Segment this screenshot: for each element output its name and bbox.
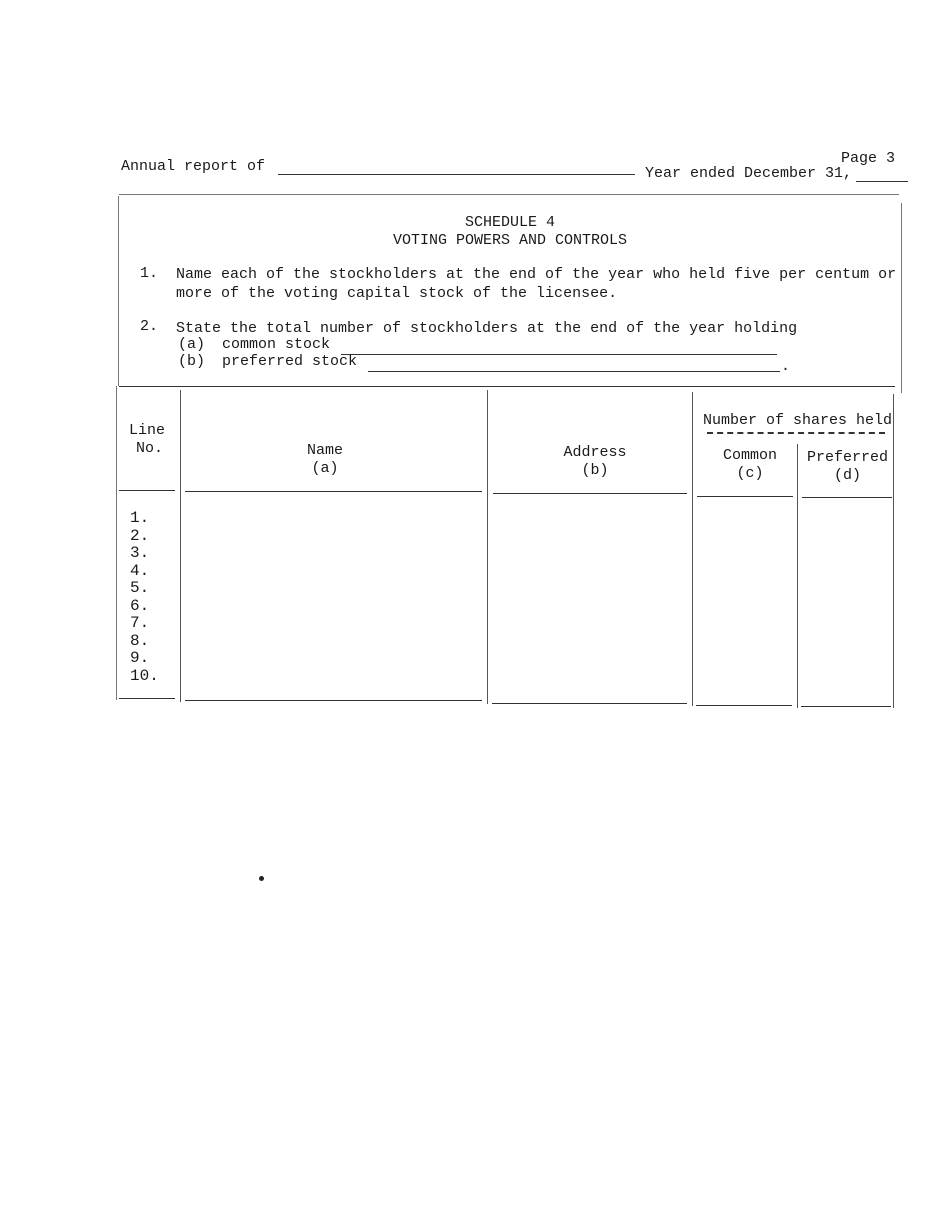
schedule-number: SCHEDULE 4 bbox=[464, 214, 555, 231]
scan-speck bbox=[259, 876, 264, 881]
frame-top-rule bbox=[119, 194, 899, 195]
preferred-stockholders-field[interactable] bbox=[368, 371, 780, 372]
col-divider-address-common bbox=[692, 392, 693, 706]
header-preferred-code: (d) bbox=[833, 467, 861, 484]
line-number: 3. bbox=[130, 544, 150, 562]
item-1-text-line-2: more of the voting capital stock of the licensee. bbox=[176, 285, 618, 302]
line-number: 9. bbox=[130, 649, 150, 667]
address-col-header-rule bbox=[493, 493, 687, 494]
item-1-text-line-1: Name each of the stockholders at the end of the year who held five per centum or bbox=[176, 266, 897, 283]
table-left-edge bbox=[116, 386, 117, 700]
line-number: 5. bbox=[130, 579, 150, 597]
table-top-rule bbox=[119, 386, 895, 387]
item-2a-label: (a) bbox=[178, 336, 206, 353]
header-address: Address bbox=[563, 444, 627, 461]
item-2-text: State the total number of stockholders at the end of the year holding bbox=[176, 320, 798, 337]
header-address-code: (b) bbox=[581, 462, 609, 479]
common-col-header-rule bbox=[697, 496, 793, 497]
frame-left-edge bbox=[118, 196, 119, 386]
licensee-name-field[interactable] bbox=[278, 174, 635, 175]
line-number: 10. bbox=[130, 666, 159, 685]
line-col-header-rule bbox=[119, 490, 175, 491]
year-field[interactable] bbox=[856, 181, 908, 182]
name-col-header-rule bbox=[185, 491, 482, 492]
line-number: 7. bbox=[130, 614, 150, 632]
col-divider-line-name bbox=[180, 390, 181, 702]
header-preferred: Preferred bbox=[806, 449, 888, 466]
line-number: 6. bbox=[130, 596, 150, 615]
item-2-number: 2. bbox=[140, 318, 159, 335]
header-no: No. bbox=[136, 440, 164, 457]
annual-report-label: Annual report of bbox=[121, 158, 266, 175]
item-2b-label: (b) bbox=[178, 353, 206, 370]
common-col-bottom-rule bbox=[696, 705, 792, 706]
header-number-of-shares-held: Number of shares held bbox=[702, 412, 893, 429]
table-right-edge bbox=[893, 394, 894, 708]
address-col-bottom-rule bbox=[492, 703, 687, 704]
header-name-code: (a) bbox=[311, 460, 339, 477]
frame-right-edge bbox=[901, 203, 902, 393]
shares-header-dashed-rule bbox=[707, 432, 885, 434]
header-common-code: (c) bbox=[736, 465, 764, 482]
line-number: 2. bbox=[130, 526, 150, 545]
header-line: Line bbox=[129, 422, 166, 439]
schedule-title: VOTING POWERS AND CONTROLS bbox=[392, 232, 628, 249]
header-common: Common bbox=[722, 447, 777, 464]
item-2b-text: preferred stock bbox=[222, 353, 358, 370]
line-numbers bbox=[130, 510, 159, 685]
line-number: 8. bbox=[130, 631, 150, 650]
item-1-number: 1. bbox=[140, 265, 159, 282]
item-2a-text: common stock bbox=[222, 336, 331, 353]
year-ended-label: Year ended December 31, bbox=[645, 165, 853, 182]
header-name: Name bbox=[306, 442, 343, 459]
line-number: 4. bbox=[130, 561, 150, 580]
name-col-bottom-rule bbox=[185, 700, 482, 701]
page-number: Page 3 bbox=[841, 150, 896, 167]
line-number: 1. bbox=[130, 509, 150, 527]
col-divider-name-address bbox=[487, 390, 488, 704]
preferred-col-bottom-rule bbox=[801, 706, 891, 707]
item-2b-period: . bbox=[781, 358, 791, 375]
col-divider-common-preferred bbox=[797, 444, 798, 708]
common-stockholders-field[interactable] bbox=[341, 354, 777, 355]
line-col-bottom-rule bbox=[119, 698, 175, 699]
preferred-col-header-rule bbox=[802, 497, 892, 498]
